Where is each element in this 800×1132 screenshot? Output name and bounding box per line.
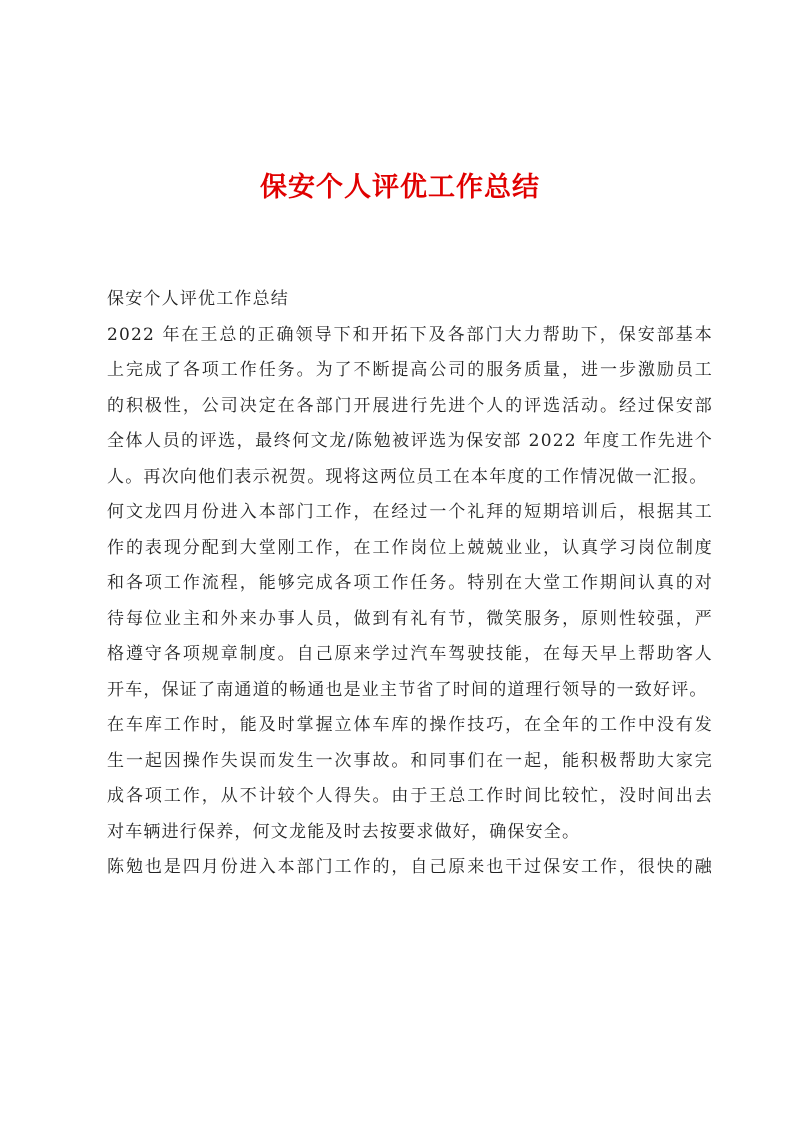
document-body [107,282,713,886]
text-line: 作的表现分配到大堂刚工作，在工作岗位上兢兢业业，认真学习岗位制度 [107,537,713,558]
text-line: 成各项工作，从不计较个人得失。由于王总工作时间比较忙，没时间出去 [107,786,713,806]
text-line: 何文龙四月份进入本部门工作，在经过一个礼拜的短期培训后，根据其工 [107,502,713,522]
text-line: 保安个人评优工作总结 [107,289,289,309]
text-line: 上完成了各项工作任务。为了不断提高公司的服务质量，进一步激励员工 [107,360,713,380]
text-line: 全体人员的评选，最终何文龙/陈勉被评选为保安部 2022 年度工作先进个 [107,431,713,451]
text-line: 在车库工作时，能及时掌握立体车库的操作技巧，在全年的工作中没有发 [107,715,713,735]
text-line: 陈勉也是四月份进入本部门工作的，自己原来也干过保安工作，很快的融 [107,857,713,877]
text-line: 2022 年在王总的正确领导下和开拓下及各部门大力帮助下，保安部基本 [107,324,713,345]
text-line: 开车，保证了南通道的畅通也是业主节省了时间的道理行领导的一致好评。 [107,679,708,700]
text-line: 人。再次向他们表示祝贺。现将这两位员工在本年度的工作情况做一汇报。 [107,466,708,487]
text-line: 和各项工作流程，能够完成各项工作任务。特别在大堂工作期间认真的对 [107,573,713,593]
text-line: 格遵守各项规章制度。自己原来学过汽车驾驶技能，在每天早上帮助客人 [107,644,713,664]
text-line: 生一起因操作失误而发生一次事故。和同事们在一起，能积极帮助大家完 [107,750,713,771]
document-title: 保安个人评优工作总结 [260,172,540,203]
text-line: 对车辆进行保养，何文龙能及时去按要求做好，确保安全。 [107,821,581,842]
text-line: 的积极性，公司决定在各部门开展进行先进个人的评选活动。经过保安部 [107,395,713,416]
text-line: 待每位业主和外来办事人员，做到有礼有节，微笑服务，原则性较强，严 [107,608,713,629]
